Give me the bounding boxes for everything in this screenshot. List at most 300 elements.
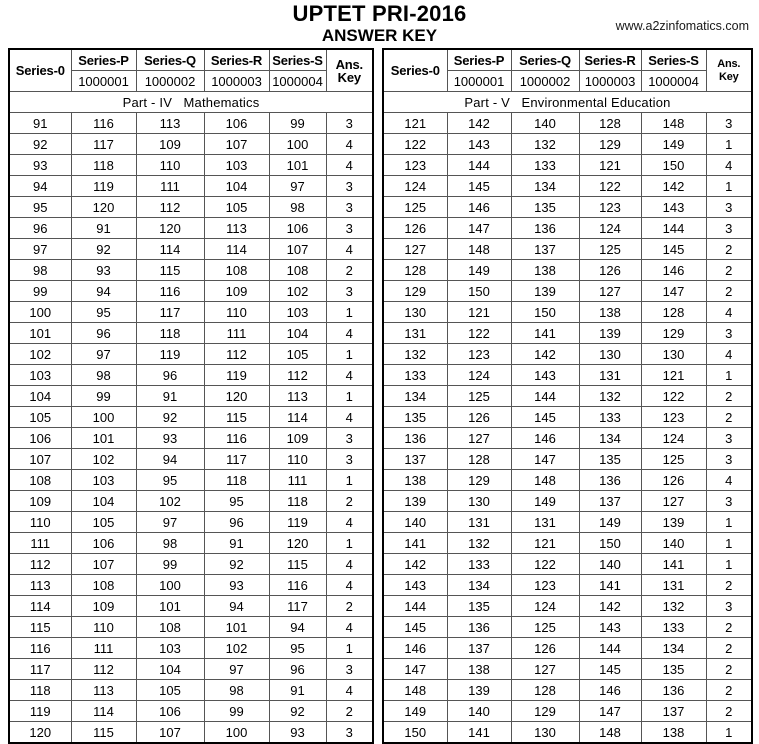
question-number-cell: 112 [9, 554, 71, 575]
question-number-cell: 97 [204, 659, 269, 680]
question-number-cell: 140 [641, 533, 706, 554]
table-row [383, 470, 752, 491]
question-number-cell: 131 [641, 575, 706, 596]
question-number-cell: 127 [579, 281, 641, 302]
question-number-cell: 145 [383, 617, 447, 638]
question-number-cell: 134 [579, 428, 641, 449]
question-number-cell: 120 [71, 197, 136, 218]
question-number-cell: 145 [641, 239, 706, 260]
table-row [9, 281, 373, 302]
question-number-cell: 103 [9, 365, 71, 386]
answer-key-cell: 2 [706, 239, 752, 260]
question-number-cell: 129 [641, 323, 706, 344]
question-number-cell: 93 [9, 155, 71, 176]
series-code-s: 1000004 [269, 71, 326, 92]
question-number-cell: 117 [71, 134, 136, 155]
question-number-cell: 143 [447, 134, 511, 155]
table-row [383, 407, 752, 428]
question-number-cell: 118 [9, 680, 71, 701]
ans-key-line-2: Key [718, 70, 739, 83]
answer-key-cell: 4 [326, 323, 373, 344]
question-number-cell: 93 [136, 428, 204, 449]
answer-key-cell: 4 [326, 155, 373, 176]
question-number-cell: 108 [71, 575, 136, 596]
answer-key-cell: 2 [326, 260, 373, 281]
answer-key-cell: 4 [326, 512, 373, 533]
table-row [383, 596, 752, 617]
question-number-cell: 91 [9, 113, 71, 134]
table-row [9, 680, 373, 701]
table-row [383, 722, 752, 744]
question-number-cell: 124 [641, 428, 706, 449]
question-number-cell: 111 [204, 323, 269, 344]
answer-key-cell: 2 [326, 596, 373, 617]
question-number-cell: 120 [204, 386, 269, 407]
answer-key-cell: 4 [706, 302, 752, 323]
answer-key-sheet [0, 48, 759, 744]
question-number-cell: 146 [641, 260, 706, 281]
question-number-cell: 138 [579, 302, 641, 323]
part-title-left [9, 92, 373, 113]
question-number-cell: 92 [71, 239, 136, 260]
question-number-cell: 98 [269, 197, 326, 218]
answer-key-cell: 3 [326, 659, 373, 680]
question-number-cell: 100 [71, 407, 136, 428]
question-number-cell: 115 [204, 407, 269, 428]
answer-key-cell: 4 [706, 344, 752, 365]
table-row [9, 491, 373, 512]
header-row-series [383, 49, 752, 71]
question-number-cell: 147 [641, 281, 706, 302]
question-number-cell: 94 [136, 449, 204, 470]
question-number-cell: 109 [9, 491, 71, 512]
table-row [383, 659, 752, 680]
question-number-cell: 104 [136, 659, 204, 680]
table-row [9, 407, 373, 428]
answer-key-cell: 2 [326, 491, 373, 512]
question-number-cell: 92 [136, 407, 204, 428]
question-number-cell: 99 [71, 386, 136, 407]
table-right-body [383, 49, 752, 113]
question-number-cell: 120 [9, 722, 71, 744]
col-header-series-r: Series-R [579, 49, 641, 71]
question-number-cell: 104 [204, 176, 269, 197]
question-number-cell: 125 [641, 449, 706, 470]
question-number-cell: 142 [447, 113, 511, 134]
question-number-cell: 130 [383, 302, 447, 323]
question-number-cell: 121 [447, 302, 511, 323]
question-number-cell: 130 [579, 344, 641, 365]
question-number-cell: 122 [579, 176, 641, 197]
table-row [383, 218, 752, 239]
question-number-cell: 113 [269, 386, 326, 407]
col-header-series-q: Series-Q [136, 49, 204, 71]
question-number-cell: 126 [511, 638, 579, 659]
question-number-cell: 135 [447, 596, 511, 617]
table-row [9, 302, 373, 323]
table-row [9, 197, 373, 218]
answer-key-table-right [382, 48, 753, 744]
question-number-cell: 133 [511, 155, 579, 176]
question-number-cell: 121 [641, 365, 706, 386]
answer-key-cell: 2 [706, 386, 752, 407]
answer-key-table-left [8, 48, 374, 744]
question-number-cell: 136 [641, 680, 706, 701]
answer-key-cell: 3 [706, 197, 752, 218]
series-code-p: 1000001 [447, 71, 511, 92]
question-number-cell: 144 [641, 218, 706, 239]
question-number-cell: 115 [9, 617, 71, 638]
question-number-cell: 114 [9, 596, 71, 617]
question-number-cell: 94 [9, 176, 71, 197]
question-number-cell: 123 [511, 575, 579, 596]
question-number-cell: 138 [447, 659, 511, 680]
series-code-r: 1000003 [579, 71, 641, 92]
header-row-series [9, 49, 373, 71]
answer-key-cell: 3 [326, 113, 373, 134]
answer-key-cell: 4 [326, 617, 373, 638]
question-number-cell: 146 [447, 197, 511, 218]
question-number-cell: 111 [269, 470, 326, 491]
question-number-cell: 100 [136, 575, 204, 596]
question-number-cell: 94 [71, 281, 136, 302]
table-row [383, 428, 752, 449]
answer-key-cell: 3 [706, 428, 752, 449]
question-number-cell: 139 [579, 323, 641, 344]
question-number-cell: 91 [269, 680, 326, 701]
question-number-cell: 145 [579, 659, 641, 680]
question-number-cell: 101 [269, 155, 326, 176]
question-number-cell: 131 [447, 512, 511, 533]
answer-key-cell: 2 [326, 701, 373, 722]
answer-key-cell: 3 [326, 197, 373, 218]
answer-key-cell: 1 [326, 470, 373, 491]
question-number-cell: 110 [269, 449, 326, 470]
table-row [383, 323, 752, 344]
question-number-cell: 124 [383, 176, 447, 197]
question-number-cell: 99 [204, 701, 269, 722]
table-row [9, 470, 373, 491]
question-number-cell: 131 [383, 323, 447, 344]
question-number-cell: 107 [136, 722, 204, 744]
question-number-cell: 138 [383, 470, 447, 491]
question-number-cell: 144 [579, 638, 641, 659]
answer-key-cell: 1 [706, 365, 752, 386]
question-number-cell: 138 [511, 260, 579, 281]
question-number-cell: 148 [511, 470, 579, 491]
answer-key-cell: 3 [326, 281, 373, 302]
question-number-cell: 136 [579, 470, 641, 491]
answer-key-panel-left [8, 48, 372, 744]
table-row [9, 722, 373, 744]
question-number-cell: 149 [383, 701, 447, 722]
table-row [383, 281, 752, 302]
col-header-series-p: Series-P [447, 49, 511, 71]
question-number-cell: 102 [9, 344, 71, 365]
question-number-cell: 101 [71, 428, 136, 449]
question-number-cell: 103 [136, 638, 204, 659]
question-number-cell: 143 [511, 365, 579, 386]
question-number-cell: 132 [579, 386, 641, 407]
question-number-cell: 105 [71, 512, 136, 533]
table-row [9, 449, 373, 470]
question-number-cell: 105 [204, 197, 269, 218]
question-number-cell: 125 [579, 239, 641, 260]
answer-key-cell: 4 [706, 155, 752, 176]
answer-key-cell: 3 [706, 113, 752, 134]
table-row [383, 365, 752, 386]
col-header-ans-key: Ans. Key [326, 49, 373, 92]
question-number-cell: 103 [204, 155, 269, 176]
question-number-cell: 142 [641, 176, 706, 197]
question-number-cell: 141 [447, 722, 511, 744]
answer-key-cell: 4 [326, 407, 373, 428]
answer-key-cell: 4 [326, 575, 373, 596]
question-number-cell: 106 [71, 533, 136, 554]
question-number-cell: 123 [641, 407, 706, 428]
question-number-cell: 128 [447, 449, 511, 470]
question-number-cell: 149 [641, 134, 706, 155]
answer-key-cell: 1 [706, 722, 752, 744]
answer-key-cell: 2 [706, 701, 752, 722]
question-number-cell: 108 [9, 470, 71, 491]
table-row [383, 701, 752, 722]
question-number-cell: 95 [71, 302, 136, 323]
question-number-cell: 109 [269, 428, 326, 449]
question-number-cell: 135 [383, 407, 447, 428]
question-number-cell: 115 [269, 554, 326, 575]
question-number-cell: 142 [579, 596, 641, 617]
answer-key-panel-right [382, 48, 751, 744]
table-row [9, 512, 373, 533]
question-number-cell: 121 [579, 155, 641, 176]
question-number-cell: 113 [71, 680, 136, 701]
question-number-cell: 130 [447, 491, 511, 512]
question-number-cell: 98 [71, 365, 136, 386]
question-number-cell: 116 [269, 575, 326, 596]
part-subject: Mathematics [183, 94, 260, 110]
question-number-cell: 137 [447, 638, 511, 659]
question-number-cell: 133 [447, 554, 511, 575]
question-number-cell: 93 [269, 722, 326, 744]
question-number-cell: 140 [447, 701, 511, 722]
table-row [9, 554, 373, 575]
table-row [383, 176, 752, 197]
question-number-cell: 95 [269, 638, 326, 659]
question-number-cell: 113 [9, 575, 71, 596]
question-number-cell: 92 [9, 134, 71, 155]
answer-key-cell: 2 [706, 260, 752, 281]
answer-key-cell: 2 [706, 575, 752, 596]
answer-key-cell: 1 [706, 134, 752, 155]
answer-key-cell: 1 [706, 533, 752, 554]
question-number-cell: 139 [447, 680, 511, 701]
question-number-cell: 94 [204, 596, 269, 617]
question-number-cell: 135 [579, 449, 641, 470]
question-number-cell: 104 [269, 323, 326, 344]
question-number-cell: 139 [511, 281, 579, 302]
question-number-cell: 125 [447, 386, 511, 407]
table-row [9, 701, 373, 722]
col-header-series-s: Series-S [269, 49, 326, 71]
question-number-cell: 139 [641, 512, 706, 533]
question-number-cell: 146 [383, 638, 447, 659]
question-number-cell: 150 [447, 281, 511, 302]
table-row [383, 617, 752, 638]
table-row [9, 365, 373, 386]
question-number-cell: 105 [269, 344, 326, 365]
question-number-cell: 112 [269, 365, 326, 386]
question-number-cell: 110 [71, 617, 136, 638]
question-number-cell: 103 [71, 470, 136, 491]
question-number-cell: 96 [9, 218, 71, 239]
question-number-cell: 135 [641, 659, 706, 680]
answer-key-cell: 2 [706, 617, 752, 638]
question-number-cell: 124 [579, 218, 641, 239]
question-number-cell: 106 [136, 701, 204, 722]
question-number-cell: 148 [383, 680, 447, 701]
answer-key-cell: 2 [706, 281, 752, 302]
question-number-cell: 123 [447, 344, 511, 365]
answer-key-cell: 4 [326, 365, 373, 386]
question-number-cell: 107 [71, 554, 136, 575]
question-number-cell: 123 [383, 155, 447, 176]
table-row [9, 386, 373, 407]
question-number-cell: 98 [204, 680, 269, 701]
part-title-row [9, 92, 373, 113]
question-number-cell: 99 [136, 554, 204, 575]
question-number-cell: 100 [269, 134, 326, 155]
question-number-cell: 123 [579, 197, 641, 218]
question-number-cell: 146 [511, 428, 579, 449]
question-number-cell: 141 [641, 554, 706, 575]
question-number-cell: 109 [204, 281, 269, 302]
answer-key-cell: 4 [326, 239, 373, 260]
question-number-cell: 98 [9, 260, 71, 281]
question-number-cell: 144 [511, 386, 579, 407]
question-number-cell: 114 [71, 701, 136, 722]
question-number-cell: 120 [269, 533, 326, 554]
table-row [383, 575, 752, 596]
question-number-cell: 130 [511, 722, 579, 744]
table-row [9, 533, 373, 554]
question-number-cell: 126 [641, 470, 706, 491]
question-number-cell: 104 [9, 386, 71, 407]
question-number-cell: 138 [641, 722, 706, 744]
question-number-cell: 112 [136, 197, 204, 218]
question-number-cell: 132 [447, 533, 511, 554]
table-row [9, 659, 373, 680]
table-row [383, 344, 752, 365]
part-label: Part - IV [122, 94, 173, 110]
question-number-cell: 133 [383, 365, 447, 386]
question-number-cell: 112 [204, 344, 269, 365]
question-number-cell: 119 [269, 512, 326, 533]
question-number-cell: 91 [204, 533, 269, 554]
question-number-cell: 96 [136, 365, 204, 386]
question-number-cell: 142 [511, 344, 579, 365]
question-number-cell: 126 [383, 218, 447, 239]
question-number-cell: 142 [383, 554, 447, 575]
question-number-cell: 149 [579, 512, 641, 533]
question-number-cell: 106 [204, 113, 269, 134]
table-row [383, 113, 752, 134]
question-number-cell: 119 [9, 701, 71, 722]
question-number-cell: 130 [641, 344, 706, 365]
question-number-cell: 149 [511, 491, 579, 512]
question-number-cell: 97 [71, 344, 136, 365]
question-number-cell: 92 [269, 701, 326, 722]
question-number-cell: 106 [9, 428, 71, 449]
question-number-cell: 137 [579, 491, 641, 512]
table-row [383, 302, 752, 323]
question-number-cell: 117 [9, 659, 71, 680]
question-number-cell: 132 [641, 596, 706, 617]
question-number-cell: 95 [9, 197, 71, 218]
table-row [9, 113, 373, 134]
question-number-cell: 140 [579, 554, 641, 575]
answer-key-cell: 3 [326, 449, 373, 470]
question-number-cell: 98 [136, 533, 204, 554]
question-number-cell: 133 [579, 407, 641, 428]
question-number-cell: 102 [269, 281, 326, 302]
col-header-series-p: Series-P [71, 49, 136, 71]
table-row [9, 428, 373, 449]
col-header-series-r: Series-R [204, 49, 269, 71]
question-number-cell: 105 [136, 680, 204, 701]
answer-key-cell: 2 [706, 407, 752, 428]
answer-key-cell: 1 [326, 638, 373, 659]
question-number-cell: 141 [383, 533, 447, 554]
question-number-cell: 114 [269, 407, 326, 428]
table-row [9, 638, 373, 659]
question-number-cell: 140 [511, 113, 579, 134]
question-number-cell: 115 [136, 260, 204, 281]
question-number-cell: 91 [136, 386, 204, 407]
table-row [9, 134, 373, 155]
table-row [9, 218, 373, 239]
question-number-cell: 118 [71, 155, 136, 176]
question-number-cell: 103 [269, 302, 326, 323]
question-number-cell: 150 [383, 722, 447, 744]
part-subject: Environmental Education [521, 94, 671, 110]
question-number-cell: 143 [641, 197, 706, 218]
question-number-cell: 122 [383, 134, 447, 155]
series-code-p: 1000001 [71, 71, 136, 92]
question-number-cell: 108 [204, 260, 269, 281]
question-number-cell: 134 [447, 575, 511, 596]
question-number-cell: 127 [447, 428, 511, 449]
answer-key-cell: 3 [326, 218, 373, 239]
table-row [383, 134, 752, 155]
question-number-cell: 119 [204, 365, 269, 386]
question-number-cell: 112 [71, 659, 136, 680]
question-number-cell: 128 [641, 302, 706, 323]
question-number-cell: 134 [511, 176, 579, 197]
question-number-cell: 125 [383, 197, 447, 218]
series-code-s: 1000004 [641, 71, 706, 92]
col-header-series-0: Series-0 [383, 49, 447, 92]
question-number-cell: 118 [269, 491, 326, 512]
question-number-cell: 107 [204, 134, 269, 155]
table-row [9, 344, 373, 365]
question-number-cell: 134 [641, 638, 706, 659]
question-number-cell: 122 [641, 386, 706, 407]
question-number-cell: 95 [136, 470, 204, 491]
answer-key-cell: 3 [706, 596, 752, 617]
question-number-cell: 127 [383, 239, 447, 260]
answer-key-cell: 3 [706, 323, 752, 344]
